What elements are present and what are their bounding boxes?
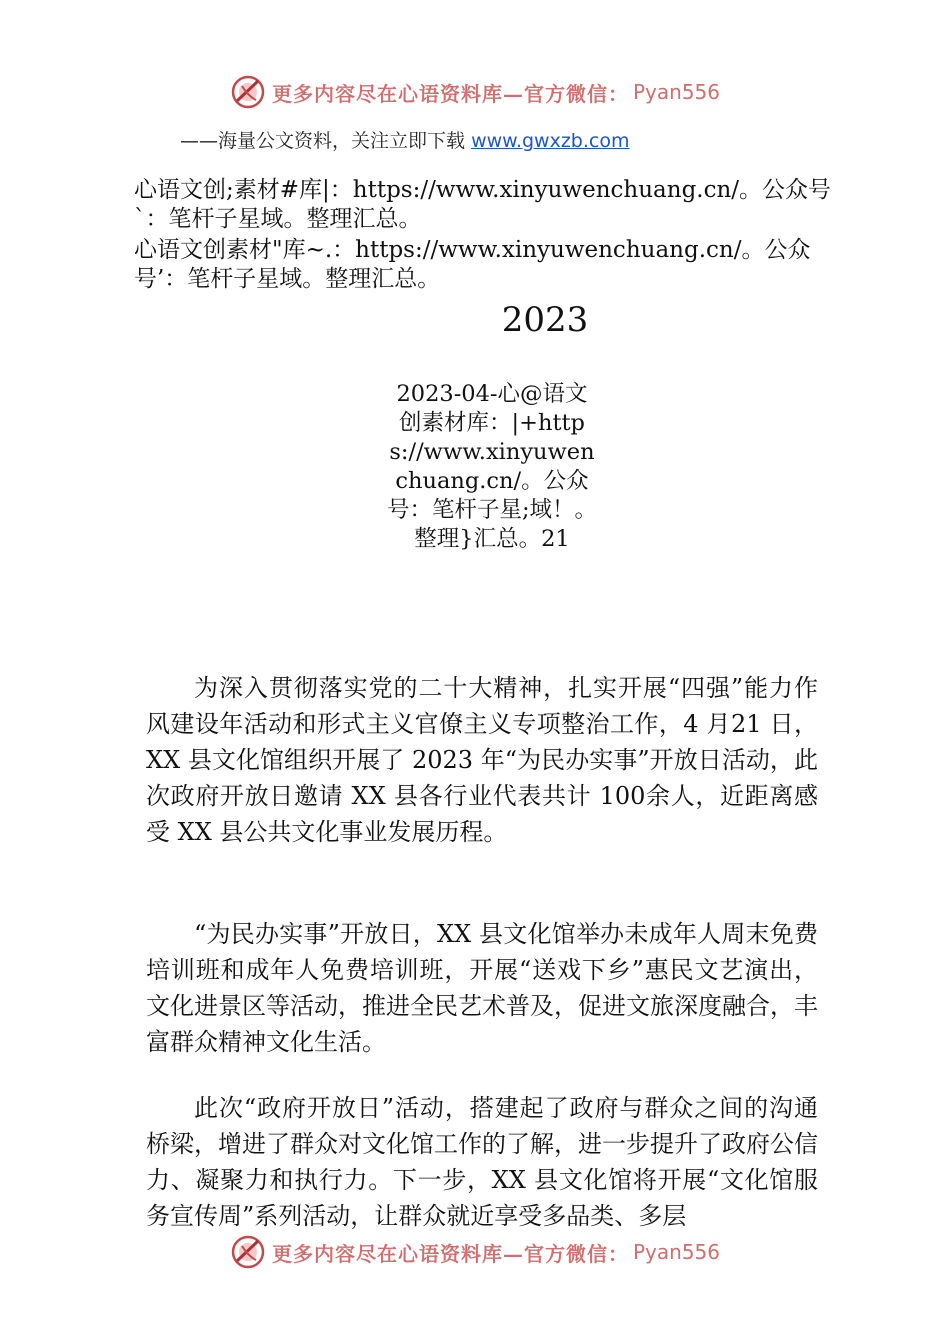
body-paragraph: “为民办实事”开放日，XX 县文化馆举办未成年人周末免费培训班和成年人免费培训班，开展“送戏下乡”惠民文艺演出，文化进景区等活动，推进全民艺术普及，促进文旅深度融合，丰富群众精神文化生活。 bbox=[146, 920, 818, 1056]
footer-banner bbox=[0, 1230, 950, 1274]
seal-logo-icon bbox=[230, 1234, 266, 1270]
source-note: 心语文创;素材#库|：https://www.xinyuwenchuang.cn/。公众号`：笔杆子星域。整理汇总。 bbox=[134, 177, 832, 232]
subline bbox=[180, 126, 629, 153]
seal-logo-icon bbox=[230, 74, 266, 110]
subline-text: ——海量公文资料，关注立即下载 bbox=[180, 130, 466, 152]
year-heading: 2023 bbox=[501, 300, 589, 340]
date-block: 2023-04-心@语文创素材库：|+https://www.xinyuwenchuang.cn/。公众号：笔杆子星;域！。整理}汇总。21 bbox=[386, 381, 598, 552]
wechat-id: Pyan556 bbox=[632, 80, 720, 104]
source-note: 心语文创素材"库~.：https://www.xinyuwenchuang.cn/。公众号’：笔杆子星域。整理汇总。 bbox=[134, 237, 811, 292]
banner-text: 更多内容尽在心语资料库—官方微信： bbox=[271, 1241, 629, 1266]
download-link[interactable]: www.gwxzb.com bbox=[471, 130, 630, 152]
body-paragraph: 为深入贯彻落实党的二十大精神，扎实开展“四强”能力作风建设年活动和形式主义官僚主义专项整治工作，4 月21 日，XX 县文化馆组织开展了 2023 年“为民办实事”开放日活动，此次政府开放日邀请 XX 县各行业代表共计 100余人，近距离感受 XX 县公共文化事业发展历程。 bbox=[146, 674, 818, 846]
banner-text: 更多内容尽在心语资料库—官方微信： bbox=[271, 81, 629, 106]
wechat-id: Pyan556 bbox=[632, 1240, 720, 1264]
body-paragraph: 此次“政府开放日”活动，搭建起了政府与群众之间的沟通桥梁，增进了群众对文化馆工作的了解，进一步提升了政府公信力、凝聚力和执行力。下一步，XX 县文化馆将开展“文化馆服务宣传周”系列活动，让群众就近享受多品类、多层 bbox=[146, 1094, 818, 1230]
header-banner bbox=[0, 70, 950, 114]
